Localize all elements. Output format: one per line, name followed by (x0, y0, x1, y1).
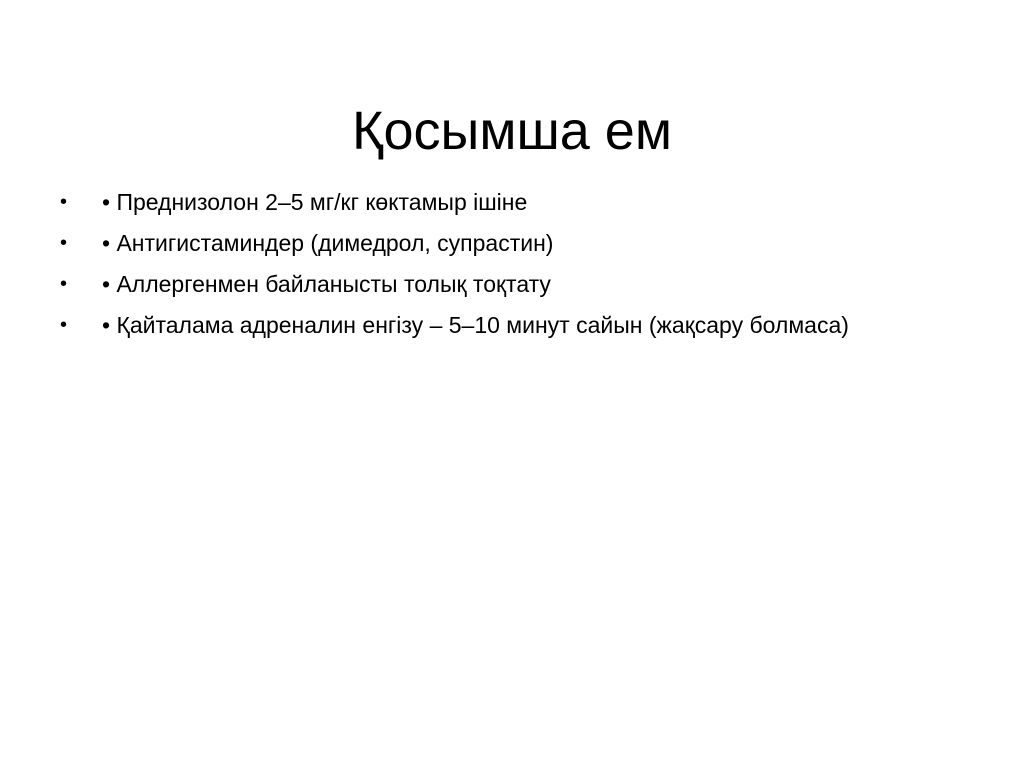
slide-title: Қосымша ем (352, 101, 672, 162)
list-item-text: • Қайталама адреналин енгізу – 5–10 минут сайын (жақсару болмаса) (102, 312, 849, 338)
list-item-text: • Аллергенмен байланысты толық тоқтату (102, 271, 551, 297)
list-item (60, 264, 990, 305)
bullet-icon: • (60, 191, 68, 213)
list-item (60, 305, 990, 346)
bullet-icon: • (60, 314, 68, 336)
bullet-icon: • (60, 273, 68, 295)
bullet-list (60, 182, 990, 346)
list-item-text: • Преднизолон 2–5 мг/кг көктамыр ішіне (102, 189, 528, 215)
list-item (60, 223, 990, 264)
list-item (60, 182, 990, 223)
list-item-text: • Антигистаминдер (димедрол, супрастин) (102, 230, 554, 256)
bullet-icon: • (60, 232, 68, 254)
